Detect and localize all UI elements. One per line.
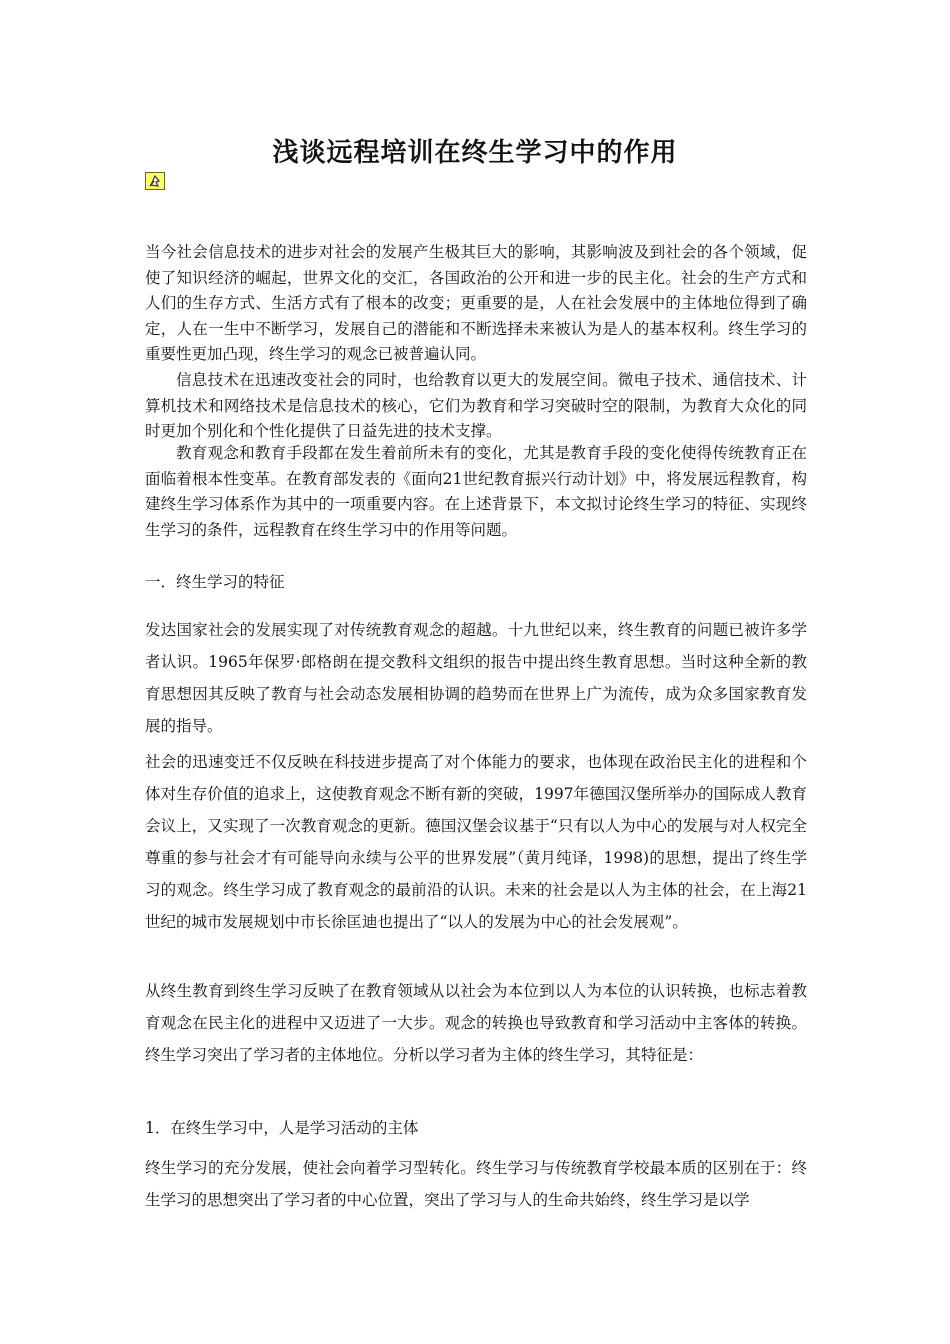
page-title: 浅谈远程培训在终生学习中的作用 [272, 138, 678, 168]
intro-paragraph-2: 信息技术在迅速改变社会的同时，也给教育以更大的发展空间。微电子技术、通信技术、计算机技术和网络技术是信息技术的核心，它们为教育和学习突破时空的限制，为教育大众化的同时更加个别化和个性化提供了日益先进的技术支撑。 [145, 371, 807, 440]
section-heading: 一．终生学习的特征 [145, 573, 285, 591]
subsection-heading: 1．在终生学习中，人是学习活动的主体 [145, 1119, 419, 1137]
section-paragraph-3: 从终生教育到终生学习反映了在教育领域从以社会为本位到以人为本位的认识转换，也标志着教育观念在民主化的进程中又迈进了一大步。观念的转换也导致教育和学习活动中主客体的转换。终生学习突出了学习者的主体地位。分析以学习者为主体的终生学习，其特征是： [145, 982, 807, 1064]
section-paragraph-2: 社会的迅速变迁不仅反映在科技进步提高了对个体能力的要求，也体现在政治民主化的进程和个体对生存价值的追求上，这使教育观念不断有新的突破，1997年德国汉堡所举办的国际成人教育会议上，又实现了一次教育观念的更新。德国汉堡会议基于“只有以人为中心的发展与对人权完全尊重的参与社会才有可能导向永续与公平的世界发展”（黄月纯译，1998)的思想，提出了终生学习的观念。终生学习成了教育观念的最前沿的认识。未来的社会是以人为主体的社会，在上海21世纪的城市发展规划中市长徐匡迪也提出了“以人的发展为中心的社会发展观”。 [145, 753, 807, 931]
section-paragraph-1: 发达国家社会的发展实现了对传统教育观念的超越。十九世纪以来，终生教育的问题已被许多学者认识。1965年保罗·郎格朗在提交教科文组织的报告中提出终生教育思想。当时这种全新的教育思想因其反映了教育与社会动态发展相协调的趋势而在世界上广为流传，成为众多国家教育发展的指导。 [145, 621, 807, 735]
intro-paragraph-3: 教育观念和教育手段都在发生着前所未有的变化，尤其是教育手段的变化使得传统教育正在面临着根本性变革。在教育部发表的《面向21世纪教育振兴行动计划》中，将发展远程教育，构建终生学习体系作为其中的一项重要内容。在上述背景下，本文拟讨论终生学习的特征、实现终生学习的条件，远程教育在终生学习中的作用等问题。 [145, 444, 807, 539]
subsection-paragraph: 终生学习的充分发展，使社会向着学习型转化。终生学习与传统教育学校最本质的区别在于：终生学习的思想突出了学习者的中心位置，突出了学习与人的生命共始终，终生学习是以学 [145, 1159, 807, 1209]
intro-paragraph-1: 当今社会信息技术的进步对社会的发展产生极其巨大的影响，其影响波及到社会的各个领域，促使了知识经济的崛起，世界文化的交汇，各国政治的公开和进一步的民主化。社会的生产方式和人们的生存方式、生活方式有了根本的改变；更重要的是，人在社会发展中的主体地位得到了确定，人在一生中不断学习，发展自己的潜能和不断选择未来被认为是人的基本权利。终生学习的重要性更加凸现，终生学习的观念已被普遍认同。 [145, 243, 807, 363]
document-object-icon[interactable] [145, 172, 165, 190]
